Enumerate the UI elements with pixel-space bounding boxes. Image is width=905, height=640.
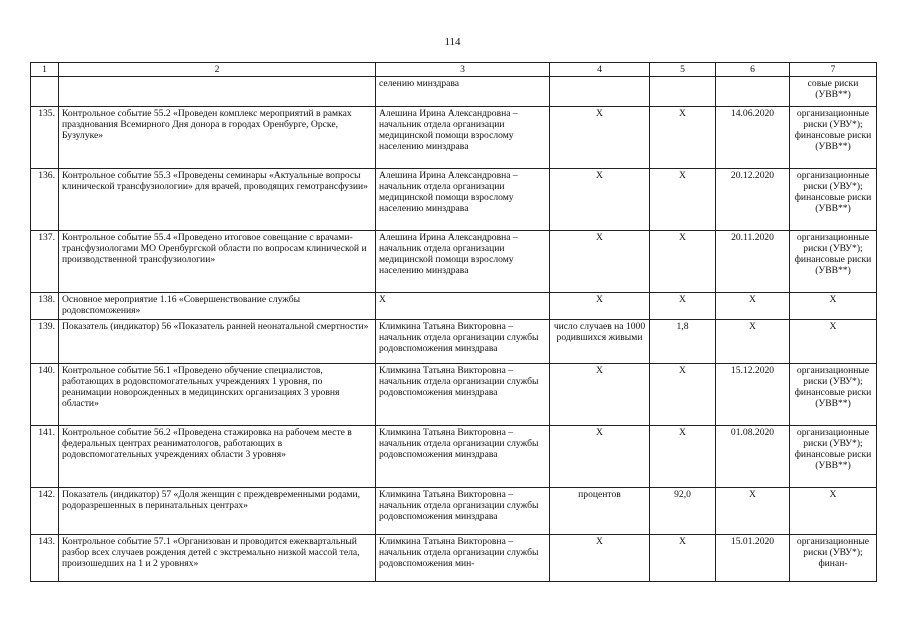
unit-of-measure: Х [550,107,650,169]
column-header: 7 [790,63,877,77]
row-number: 135. [31,107,59,169]
deadline-date: 14.06.2020 [716,107,790,169]
table-row [31,320,877,364]
table-row [31,535,877,582]
risk-description: организационные риски (УВУ*); финансовые риски (УВВ**) [790,107,877,169]
table-row [31,488,877,535]
table-row [31,107,877,169]
table-row [31,293,877,320]
row-number: 137. [31,231,59,293]
risk-description: организационные риски (УВУ*); финансовые риски (УВВ**) [790,426,877,488]
target-value: 1,8 [650,320,716,364]
target-value: Х [650,293,716,320]
unit-of-measure: Х [550,231,650,293]
deadline-date: 20.12.2020 [716,169,790,231]
table-row [31,169,877,231]
target-value [650,77,716,107]
column-header-row [31,63,877,77]
responsible-person: селению минздрава [376,77,550,107]
risk-description: Х [790,320,877,364]
unit-of-measure: Х [550,364,650,426]
row-number: 139. [31,320,59,364]
unit-of-measure [550,77,650,107]
unit-of-measure: число случаев на 1000 родившихся живыми [550,320,650,364]
event-name: Контрольное событие 56.1 «Проведено обучение специалистов, работающих в родовспомогательных учреждениях 1 уровня, по реанимации новорожденных в медицинских организациях 3 уровня области» [59,364,376,426]
unit-of-measure: Х [550,293,650,320]
table-row [31,364,877,426]
event-name: Основное мероприятие 1.16 «Совершенствование службы родовспоможения» [59,293,376,320]
row-number: 141. [31,426,59,488]
table-row [31,426,877,488]
plan-table [30,62,877,582]
risk-description: Х [790,293,877,320]
page-number: 114 [444,36,461,48]
risk-description: совые риски (УВВ**) [790,77,877,107]
target-value: Х [650,107,716,169]
deadline-date: 15.12.2020 [716,364,790,426]
unit-of-measure: процентов [550,488,650,535]
event-name: Контрольное событие 55.2 «Проведен комплекс мероприятий в рамках празднования Всемирного Дня донора в городах Оренбурге, Орске, Бузулуке» [59,107,376,169]
event-name: Контрольное событие 56.2 «Проведена стажировка на рабочем месте в федеральных центрах реаниматологов, работающих в родовспомогательных учреждениях области 3 уровня» [59,426,376,488]
target-value: 92,0 [650,488,716,535]
column-header: 2 [59,63,376,77]
target-value: Х [650,426,716,488]
deadline-date: 15.01.2020 [716,535,790,582]
column-header: 3 [376,63,550,77]
target-value: Х [650,364,716,426]
event-name: Показатель (индикатор) 57 «Доля женщин с преждевременными родами, родоразрешенных в перинатальных центрах» [59,488,376,535]
risk-description: организационные риски (УВУ*); финансовые риски (УВВ**) [790,364,877,426]
target-value: Х [650,231,716,293]
row-number: 136. [31,169,59,231]
unit-of-measure: Х [550,535,650,582]
responsible-person: Алешина Ирина Александровна – начальник отдела организации медицинской помощи взрослому населению минздрава [376,231,550,293]
deadline-date: 20.11.2020 [716,231,790,293]
responsible-person: Х [376,293,550,320]
risk-description: организационные риски (УВУ*); финан- [790,535,877,582]
row-number: 138. [31,293,59,320]
responsible-person: Алешина Ирина Александровна – начальник отдела организации медицинской помощи взрослому населению минздрава [376,107,550,169]
responsible-person: Алешина Ирина Александровна – начальник отдела организации медицинской помощи взрослому населению минздрава [376,169,550,231]
target-value: Х [650,535,716,582]
column-header: 6 [716,63,790,77]
event-name: Контрольное событие 55.4 «Проведено итоговое совещание с врачами-трансфузиологами МО Оренбургской области по вопросам клинической и производственной трансфузиологии» [59,231,376,293]
deadline-date: Х [716,488,790,535]
target-value: Х [650,169,716,231]
continuation-row [31,77,877,107]
unit-of-measure: Х [550,169,650,231]
risk-description: организационные риски (УВУ*); финансовые риски (УВВ**) [790,169,877,231]
column-header: 1 [31,63,59,77]
event-name: Контрольное событие 55.3 «Проведены семинары «Актуальные вопросы клинической трансфузиологии» для врачей, проводящих гемотрансфузии» [59,169,376,231]
event-name [59,77,376,107]
row-number [31,77,59,107]
risk-description: организационные риски (УВУ*); финансовые риски (УВВ**) [790,231,877,293]
table-row [31,231,877,293]
row-number: 140. [31,364,59,426]
responsible-person: Климкина Татьяна Викторовна – начальник отдела организации службы родовспоможения мин- [376,535,550,582]
column-header: 4 [550,63,650,77]
responsible-person: Климкина Татьяна Викторовна – начальник отдела организации службы родовспоможения минздрава [376,364,550,426]
responsible-person: Климкина Татьяна Викторовна – начальник отдела организации службы родовспоможения минздрава [376,488,550,535]
event-name: Контрольное событие 57.1 «Организован и проводится ежеквартальный разбор всех случаев рождения детей с экстремально низкой массой тела, произошедших на 1 и 2 уровнях» [59,535,376,582]
event-name: Показатель (индикатор) 56 «Показатель ранней неонатальной смертности» [59,320,376,364]
deadline-date: Х [716,293,790,320]
deadline-date [716,77,790,107]
responsible-person: Климкина Татьяна Викторовна – начальник отдела организации службы родовспоможения минздрава [376,320,550,364]
unit-of-measure: Х [550,426,650,488]
responsible-person: Климкина Татьяна Викторовна – начальник отдела организации службы родовспоможения минздрава [376,426,550,488]
risk-description: Х [790,488,877,535]
row-number: 142. [31,488,59,535]
row-number: 143. [31,535,59,582]
column-header: 5 [650,63,716,77]
deadline-date: 01.08.2020 [716,426,790,488]
deadline-date: Х [716,320,790,364]
